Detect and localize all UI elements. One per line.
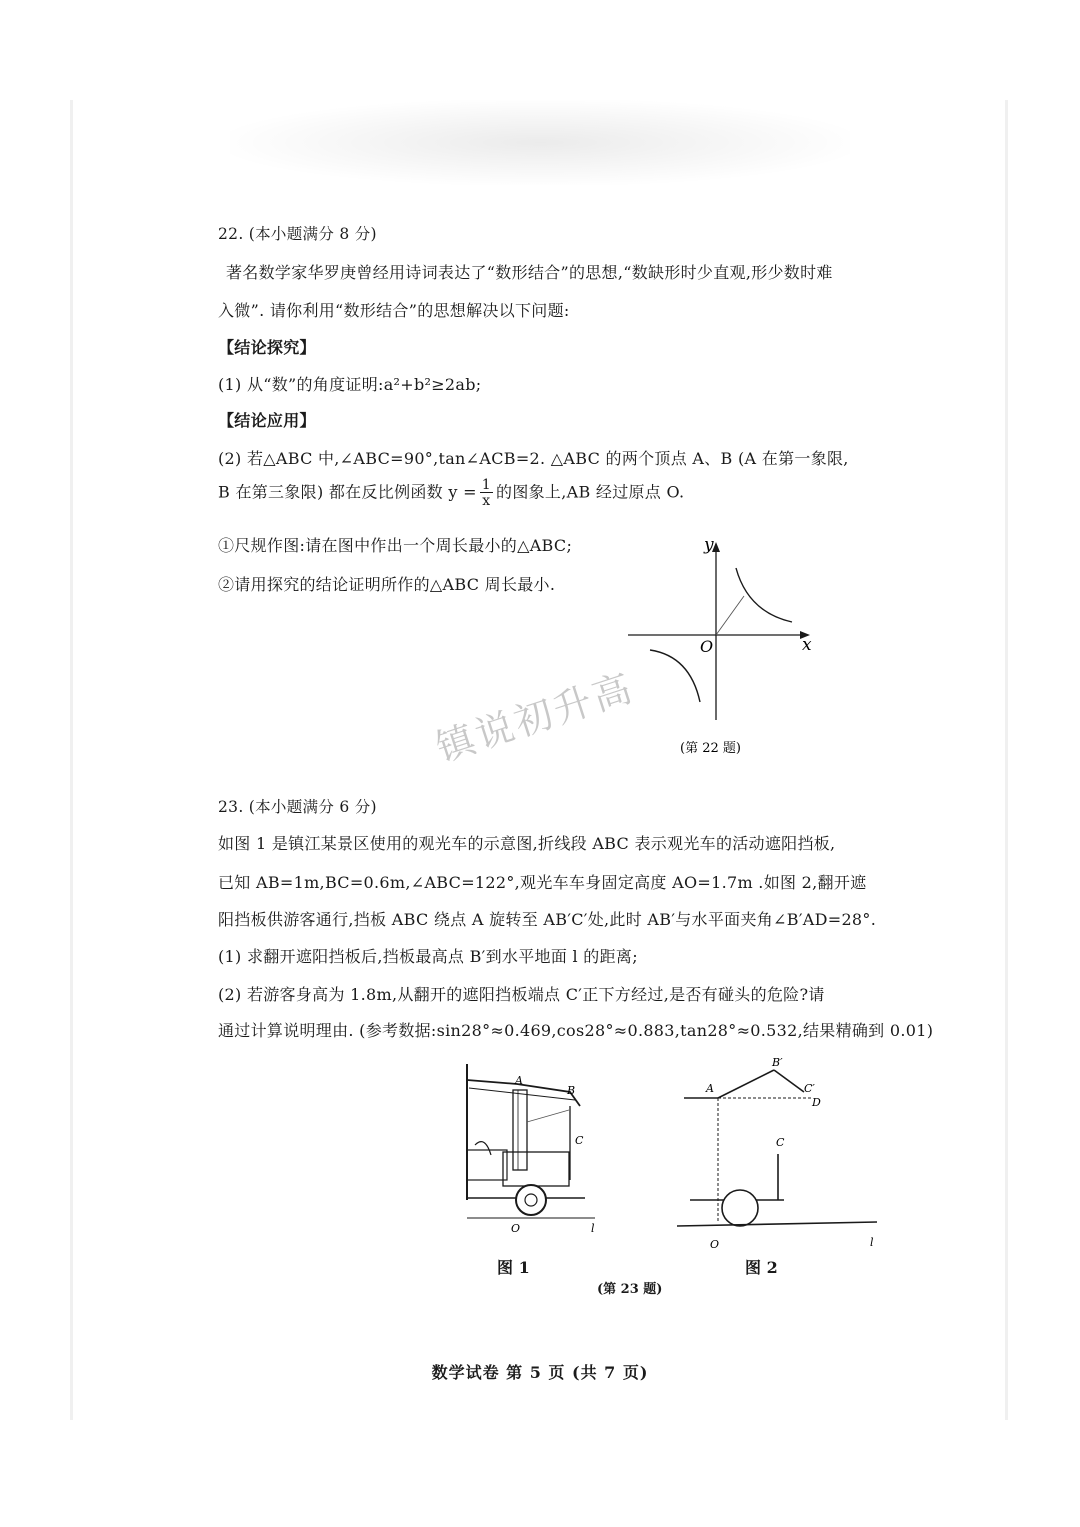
q22-part2-line2-before: B 在第三象限) 都在反比例函数 y = <box>218 482 477 502</box>
cart-canopy <box>467 1080 580 1106</box>
q22-graph-caption: (第 22 题) <box>680 741 741 756</box>
scan-shadow <box>230 100 850 185</box>
fig2-caption: 图 2 <box>745 1258 778 1277</box>
q23-figure2 <box>672 1050 887 1255</box>
hyperbola-branch-q1 <box>736 568 792 622</box>
q23-caption: (第 23 题) <box>597 1282 663 1297</box>
fig1-label-l: l <box>591 1222 595 1235</box>
q23-line1: 如图 1 是镇江某景区使用的观光车的示意图,折线段 ABC 表示观光车的活动遮阳挡板, <box>218 834 836 853</box>
q22-part1: (1) 从“数”的角度证明:a²+b²≥2ab; <box>218 375 482 394</box>
fig2-label-c: C <box>776 1136 785 1149</box>
q22-part2-line1: (2) 若△ABC 中,∠ABC=90°,tan∠ACB=2. △ABC 的两个顶点 A、B (A 在第一象限, <box>218 449 849 468</box>
q23-header: 23. (本小题满分 6 分) <box>218 798 377 816</box>
cart-seat-back <box>475 1142 491 1155</box>
cart-wheel <box>516 1185 546 1215</box>
q22-section-explore: 【结论探究】 <box>218 338 316 357</box>
q22-section-apply: 【结论应用】 <box>218 411 316 430</box>
fig2-label-c-prime: C′ <box>804 1082 815 1095</box>
q23-part2-line2: 通过计算说明理由. (参考数据:sin28°≈0.469,cos28°≈0.883,tan28°≈0.532,结果精确到 0.01) <box>218 1021 934 1040</box>
q22-part2-line2 <box>218 478 684 508</box>
fig2-label-b-prime: B′ <box>772 1056 783 1069</box>
fig1-label-a: A <box>515 1074 523 1087</box>
cart-pillar <box>513 1090 527 1170</box>
segment-ab-prime <box>718 1070 774 1098</box>
fig2-label-l: l <box>870 1236 874 1249</box>
fig2-label-d: D <box>812 1096 821 1109</box>
page-footer: 数学试卷 第 5 页 (共 7 页) <box>431 1363 649 1382</box>
fig2-label-a: A <box>706 1082 714 1095</box>
fraction-numerator: 1 <box>481 477 492 493</box>
q22-sub1: ①尺规作图:请在图中作出一个周长最小的△ABC; <box>218 536 573 555</box>
q22-header: 22. (本小题满分 8 分) <box>218 225 377 243</box>
page-edge-left <box>70 100 73 1420</box>
q22-sub2: ②请用探究的结论证明所作的△ABC 周长最小. <box>218 575 556 594</box>
page-edge-right <box>1005 100 1008 1420</box>
q23-part2-line1: (2) 若游客身高为 1.8m,从翻开的遮阳挡板端点 C′正下方经过,是否有碰头的危险?请 <box>218 985 825 1004</box>
fig1-label-b: B <box>567 1084 576 1097</box>
fig2-label-o: O <box>710 1238 720 1251</box>
fig1-label-c: C <box>575 1134 584 1147</box>
ground-line-l <box>677 1222 877 1226</box>
q23-part1: (1) 求翻开遮阳挡板后,挡板最高点 B′到水平地面 l 的距离; <box>218 947 638 966</box>
graph-label-origin: O <box>700 637 714 656</box>
q23-figure1 <box>455 1060 605 1240</box>
segment-ao <box>716 596 744 635</box>
cart-seat <box>467 1150 507 1180</box>
q23-line3: 阳挡板供游客通行,挡板 ABC 绕点 A 旋转至 AB′C′处,此时 AB′与水平面夹角∠B′AD=28°. <box>218 910 877 929</box>
graph-label-y: y <box>704 535 714 555</box>
hyperbola-branch-q3 <box>650 650 700 702</box>
q22-part2-line2-after: 的图象上,AB 经过原点 O. <box>496 482 685 502</box>
q22-graph <box>620 530 830 760</box>
fig1-caption: 图 1 <box>497 1258 530 1277</box>
fraction <box>480 478 493 508</box>
cart-brace <box>527 1110 569 1122</box>
q22-intro-line2: 入微”. 请你利用“数形结合”的思想解决以下问题: <box>218 301 570 320</box>
fig1-label-o: O <box>511 1222 521 1235</box>
segment-b-prime-c-prime <box>774 1070 804 1092</box>
q22-intro-line1: 著名数学家华罗庚曾经用诗词表达了“数形结合”的思想,“数缺形时少直观,形少数时难 <box>226 263 833 282</box>
graph-label-x: x <box>802 635 812 655</box>
wheel-circle <box>722 1190 758 1226</box>
fraction-denominator: x <box>482 493 491 509</box>
q23-line2: 已知 AB=1m,BC=0.6m,∠ABC=122°,观光车车身固定高度 AO=1.7m .如图 2,翻开遮 <box>218 873 867 892</box>
watermark: 镇说初升高 <box>430 665 640 771</box>
